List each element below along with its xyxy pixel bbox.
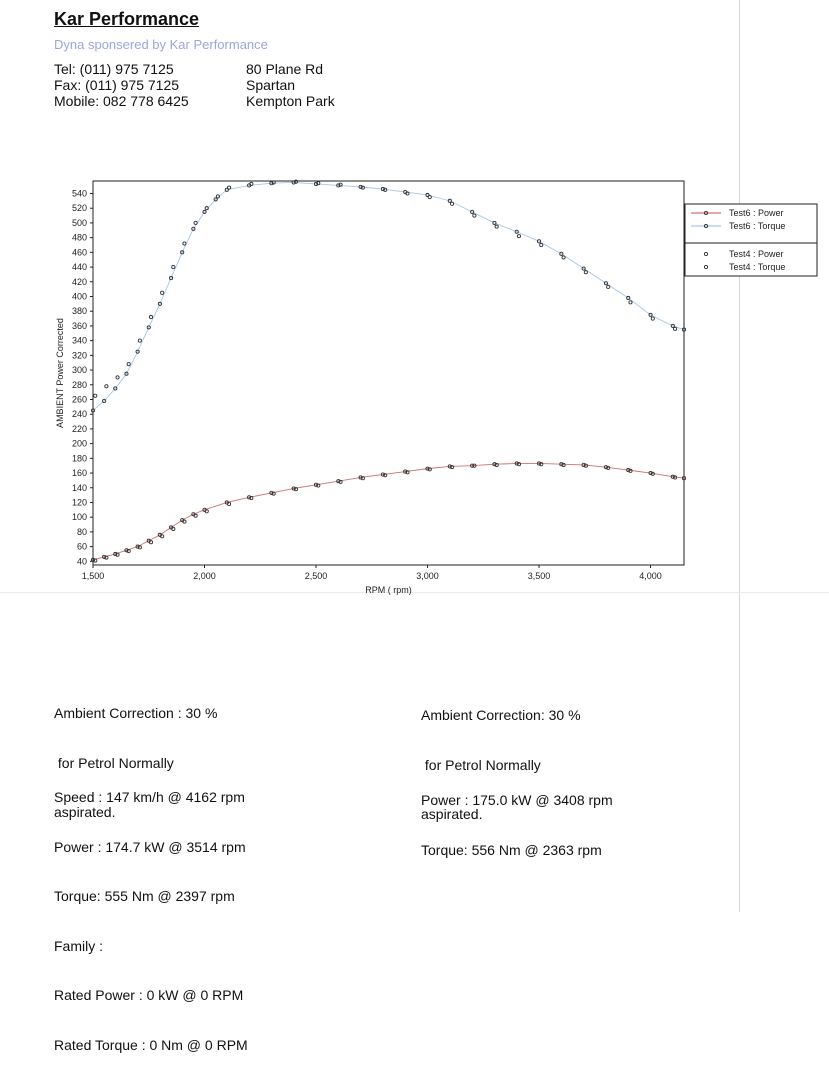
contact-mobile: Mobile: 082 778 6425 [54, 93, 189, 109]
y-tick-label: 420 [71, 276, 87, 287]
chart-axes [55, 181, 684, 595]
left-rated-torque: Rated Torque : 0 Nm @ 0 RPM [54, 1036, 248, 1053]
left-family: Family : [54, 937, 103, 954]
legend-label: Test6 : Power [729, 208, 784, 218]
y-tick-label: 520 [71, 203, 87, 214]
y-tick-label: 200 [71, 438, 87, 449]
test6-power-line [93, 463, 684, 559]
y-tick-label: 500 [71, 217, 87, 228]
legend-label: Test4 : Torque [729, 262, 786, 272]
left-rated-power: Rated Power : 0 kW @ 0 RPM [54, 987, 244, 1003]
y-tick-label: 460 [71, 247, 87, 258]
y-tick-label: 320 [71, 350, 87, 361]
y-tick-label: 480 [71, 232, 87, 243]
test4-torque-point [94, 394, 97, 397]
left-results-block [54, 756, 248, 1070]
test4-torque-point [607, 285, 610, 288]
contact-tel: Tel: (011) 975 7125 [54, 61, 174, 77]
test4-torque-point [227, 186, 230, 189]
right-power: Power : 175.0 kW @ 3408 rpm [421, 792, 613, 808]
test4-torque-point [673, 327, 676, 330]
y-tick-label: 300 [71, 365, 87, 376]
y-tick-label: 440 [71, 262, 87, 273]
right-results-block [421, 756, 613, 875]
left-ambient-correction: Ambient Correction : 30 % [54, 705, 218, 721]
address-city: Kempton Park [246, 93, 335, 109]
test6-torque-line [93, 182, 684, 410]
left-fuel-line-1: for Petrol Normally [54, 754, 174, 771]
left-speed: Speed : 147 km/h @ 4162 rpm [54, 789, 245, 805]
y-tick-label: 80 [76, 526, 87, 537]
y-tick-label: 220 [71, 423, 87, 434]
y-tick-label: 340 [71, 335, 87, 346]
test4-torque-point [428, 196, 431, 199]
y-tick-label: 60 [76, 541, 87, 552]
y-tick-label: 120 [71, 497, 87, 508]
address-suburb: Spartan [246, 77, 296, 93]
test4-torque-point [584, 271, 587, 274]
test4-torque-point [517, 235, 520, 238]
company-title: Kar Performance [54, 9, 200, 29]
y-tick-label: 360 [71, 320, 87, 331]
right-torque: Torque: 556 Nm @ 2363 rpm [421, 841, 602, 858]
y-tick-label: 380 [71, 306, 87, 317]
test4-torque-point [562, 256, 565, 259]
test4-torque-point [651, 317, 654, 320]
test4-torque-point [105, 385, 108, 388]
x-tick-label: 2,000 [193, 571, 216, 581]
chart-marks [91, 180, 685, 562]
y-tick-label: 100 [71, 512, 87, 523]
x-axis-label: RPM ( rpm) [365, 585, 412, 595]
contact-fax: Fax: (011) 975 7125 [54, 77, 180, 93]
right-fuel-line-2: aspirated. [421, 806, 483, 822]
y-tick-label: 280 [71, 379, 87, 390]
test4-torque-point [149, 315, 152, 318]
test4-torque-point [161, 291, 164, 294]
test4-torque-point [473, 214, 476, 217]
y-tick-label: 400 [71, 291, 87, 302]
x-tick-label: 2,500 [304, 571, 328, 581]
y-tick-label: 240 [71, 409, 87, 420]
company-subtitle: Dyna sponsered by Kar Performance [54, 37, 268, 52]
test4-torque-point [495, 225, 498, 228]
x-tick-label: 4,000 [639, 571, 662, 581]
test4-torque-point [183, 242, 186, 245]
test4-torque-point [138, 339, 141, 342]
x-tick-label: 1,500 [81, 571, 105, 581]
address-street: 80 Plane Rd [246, 61, 324, 77]
test4-torque-point [172, 265, 175, 268]
test4-torque-point [116, 376, 119, 379]
y-axis-label: AMBIENT Power Corrected [55, 318, 65, 428]
right-fuel-line-1: for Petrol Normally [421, 756, 541, 773]
test4-torque-point [629, 301, 632, 304]
legend-label: Test6 : Torque [729, 221, 786, 231]
y-tick-label: 540 [71, 188, 87, 199]
y-tick-label: 260 [71, 394, 87, 405]
chart-legend [685, 204, 817, 276]
left-fuel-line-2: aspirated. [54, 804, 116, 820]
left-torque: Torque: 555 Nm @ 2397 rpm [54, 888, 235, 904]
test4-torque-point [540, 243, 543, 246]
right-ambient-correction: Ambient Correction: 30 % [421, 707, 581, 723]
test4-torque-point [450, 202, 453, 205]
y-tick-label: 180 [71, 453, 87, 464]
y-tick-label: 160 [71, 468, 87, 479]
y-tick-label: 140 [71, 482, 87, 493]
plot-frame [93, 181, 684, 565]
left-power: Power : 174.7 kW @ 3514 rpm [54, 838, 246, 855]
x-tick-label: 3,000 [416, 571, 439, 581]
legend-label: Test4 : Power [729, 249, 784, 259]
x-tick-label: 3,500 [527, 571, 551, 581]
test4-torque-point [127, 363, 130, 366]
y-tick-label: 40 [76, 556, 87, 567]
